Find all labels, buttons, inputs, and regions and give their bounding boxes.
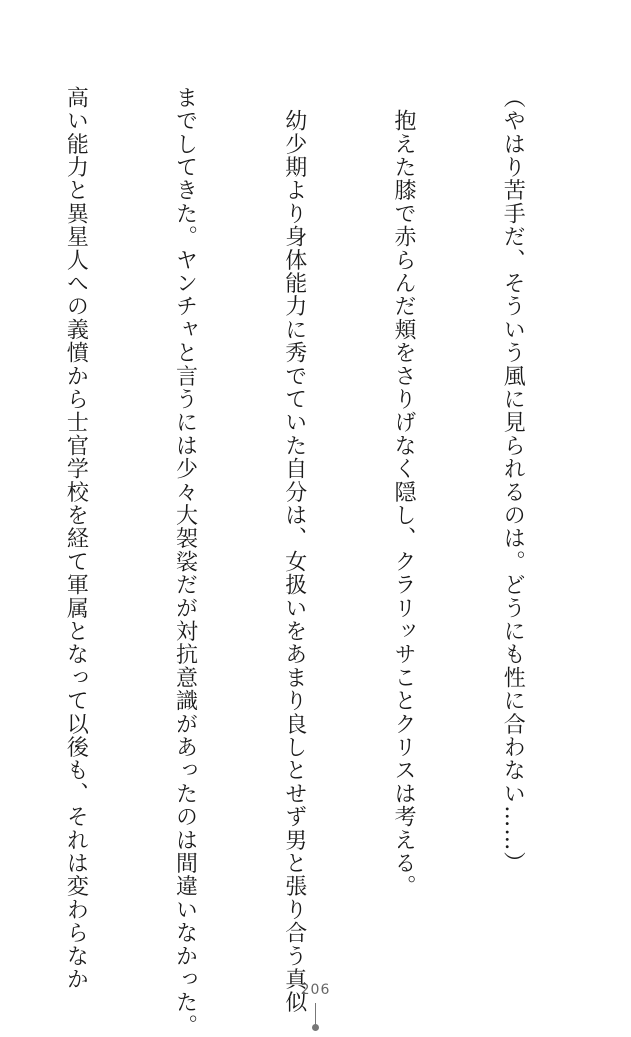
folio-dot	[312, 1024, 319, 1031]
text-line: までしてきた。ヤンチャと言うには少々大袈裟だが対抗意識があったのは間違いなかった。	[172, 86, 198, 1037]
text-line: 高い能力と異星人への義憤から士官学校を経て軍属となって以後も、それは変わらなか	[63, 86, 89, 991]
text-line: 幼少期より身体能力に秀でていた自分は、女扱いをあまり良しとせず男と張り合う真似	[281, 86, 307, 1014]
text-line: 抱えた膝で赤らんだ頬をさりげなく隠し、クラリッサことクリスは考える。	[390, 86, 416, 898]
text-line: （やはり苦手だ、そういう風に見られるのは。どうにも性に合わない……）	[500, 86, 526, 875]
page-number: 206	[300, 982, 331, 998]
